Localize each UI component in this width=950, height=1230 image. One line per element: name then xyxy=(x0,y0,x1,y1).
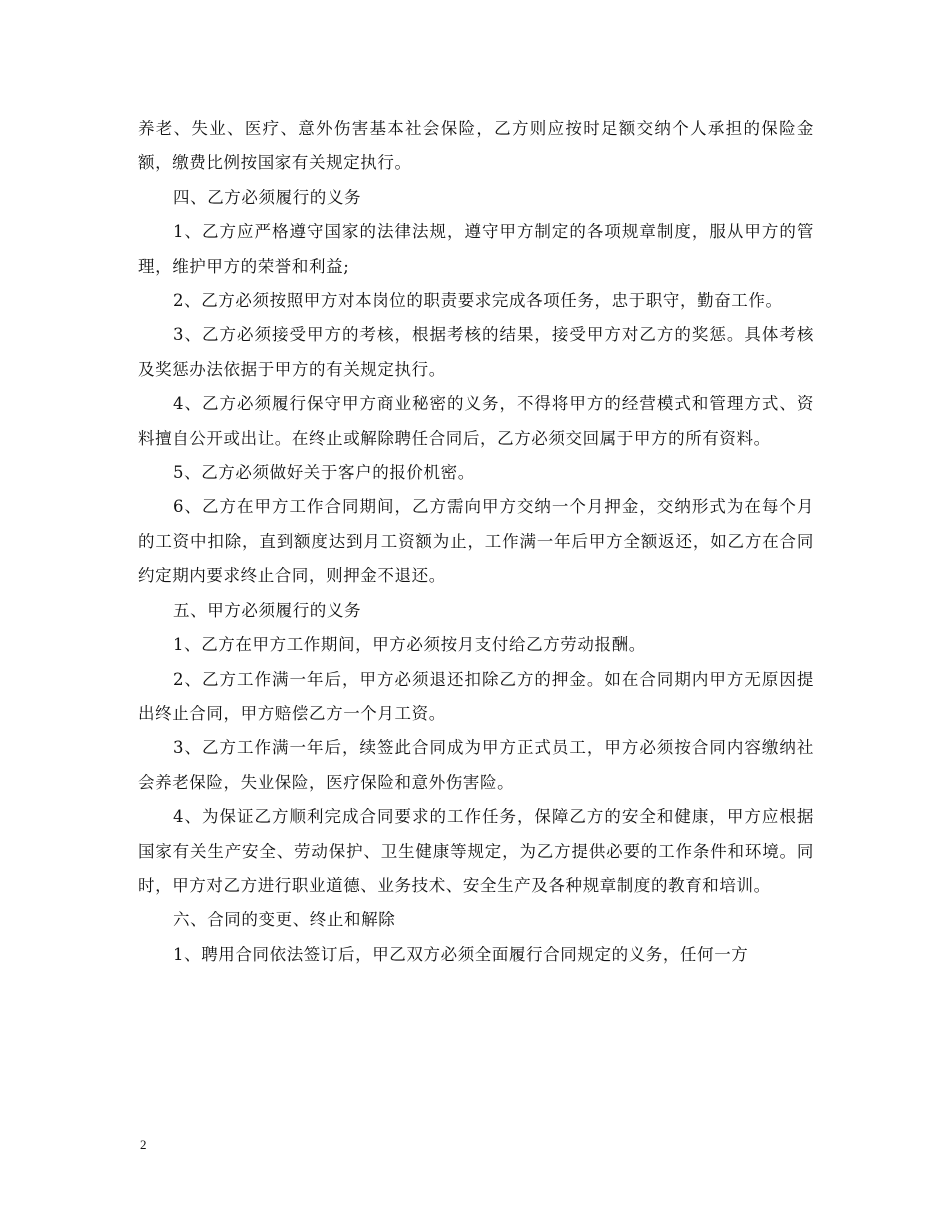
paragraph: 3、乙方必须接受甲方的考核，根据考核的结果，接受甲方对乙方的奖惩。具体考核及奖惩办法依据于甲方的有关规定执行。 xyxy=(138,325,814,379)
paragraph: 1、聘用合同依法签订后，甲乙双方必须全面履行合同规定的义务，任何一方 xyxy=(173,944,749,964)
paragraph: 4、为保证乙方顺利完成合同要求的工作任务，保障乙方的安全和健康，甲方应根据国家有关生产安全、劳动保护、卫生健康等规定，为乙方提供必要的工作条件和环境。同时，甲方对乙方进行职业道德、业务技术、安全生产及各种规章制度的教育和培训。 xyxy=(138,807,814,895)
paragraph: 4、乙方必须履行保守甲方商业秘密的义务，不得将甲方的经营模式和管理方式、资料擅自公开或出让。在终止或解除聘任合同后，乙方必须交回属于甲方的所有资料。 xyxy=(138,394,814,448)
paragraph: 养老、失业、医疗、意外伤害基本社会保险，乙方则应按时足额交纳个人承担的保险金额，缴费比例按国家有关规定执行。 xyxy=(138,119,814,173)
section-heading-4: 四、乙方必须履行的义务 xyxy=(173,187,362,207)
paragraph: 2、乙方必须按照甲方对本岗位的职责要求完成各项任务，忠于职守，勤奋工作。 xyxy=(173,291,783,311)
paragraph: 3、乙方工作满一年后，续签此合同成为甲方正式员工，甲方必须按合同内容缴纳社会养老保险，失业保险，医疗保险和意外伤害险。 xyxy=(138,738,814,792)
paragraph: 1、乙方应严格遵守国家的法律法规，遵守甲方制定的各项规章制度，服从甲方的管理，维护甲方的荣誉和利益; xyxy=(138,222,814,276)
paragraph: 6、乙方在甲方工作合同期间，乙方需向甲方交纳一个月押金，交纳形式为在每个月的工资中扣除，直到额度达到月工资额为止，工作满一年后甲方全额返还，如乙方在合同约定期内要求终止合同，则押金不退还。 xyxy=(138,497,814,586)
paragraph: 5、乙方必须做好关于客户的报价机密。 xyxy=(173,463,475,483)
paragraph: 2、乙方工作满一年后，甲方必须退还扣除乙方的押金。如在合同期内甲方无原因提出终止合同，甲方赔偿乙方一个月工资。 xyxy=(138,669,814,723)
page-number: 2 xyxy=(140,1137,147,1152)
paragraph: 1、乙方在甲方工作期间，甲方必须按月支付给乙方劳动报酬。 xyxy=(173,635,646,655)
document-body xyxy=(138,112,814,972)
section-heading-6: 六、合同的变更、终止和解除 xyxy=(173,910,396,930)
section-heading-5: 五、甲方必须履行的义务 xyxy=(173,600,362,620)
